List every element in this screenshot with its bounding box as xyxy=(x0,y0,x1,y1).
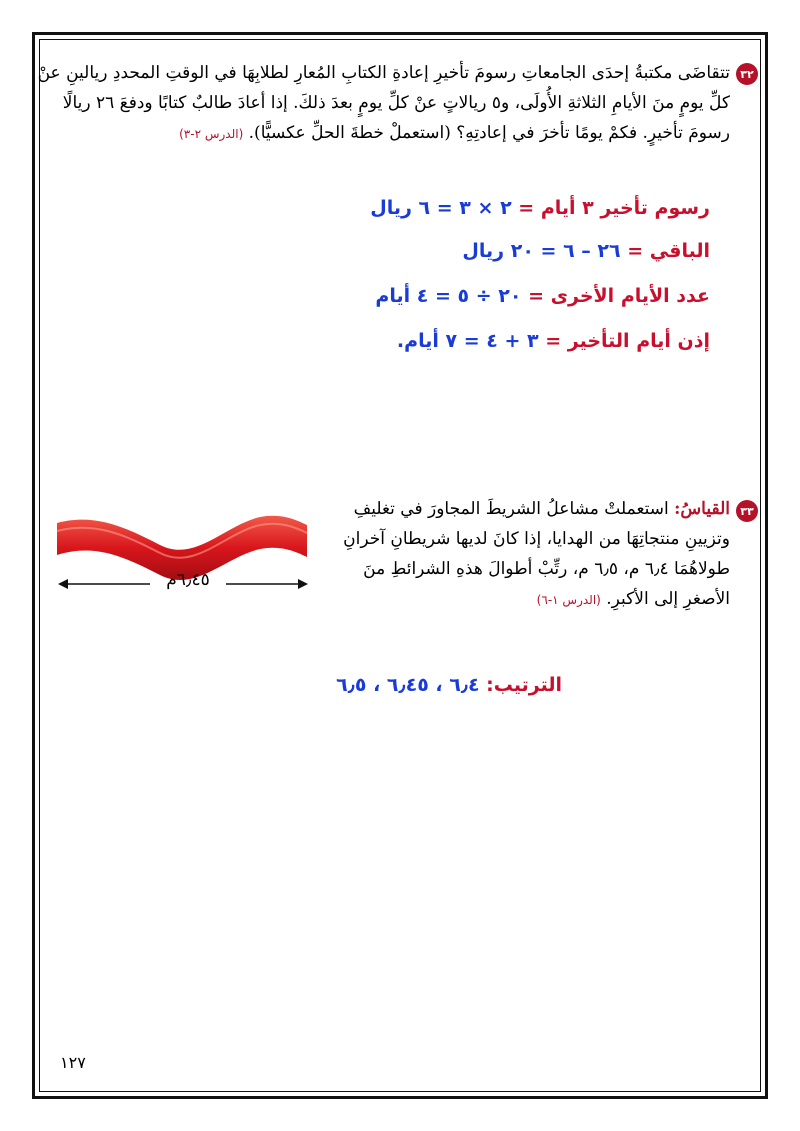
problem-32-line-3 xyxy=(70,118,730,149)
page-number: ١٢٧ xyxy=(60,1053,86,1072)
solution-32-step-2 xyxy=(462,240,710,262)
solution-32-step-4-label: إذن أيام التأخير = xyxy=(545,330,710,352)
problem-33-number-badge: ٣٣ xyxy=(736,500,758,522)
solution-32-step-1-label: رسوم تأخير ٣ أيام = xyxy=(518,197,710,219)
solution-33-value: ٦٫٤ ، ٦٫٤٥ ، ٦٫٥ xyxy=(336,674,480,696)
solution-32-step-2-label: الباقي = xyxy=(627,240,710,262)
problem-33-line-2: وتزيينِ منتجاتِهَا من الهدايا، إذا كانَ لديها شريطانِ آخرانِ xyxy=(343,529,730,549)
solution-33-label: الترتيب: xyxy=(486,674,562,696)
solution-32-step-4 xyxy=(397,330,710,352)
solution-32-step-1 xyxy=(370,197,710,219)
solution-32-step-3-value: ٢٠ ÷ ٥ = ٤ أيام xyxy=(375,285,522,307)
problem-32-lesson-ref: (الدرس ٢-٣) xyxy=(179,127,244,141)
problem-33-topic: القياسُ: xyxy=(674,499,730,519)
problem-32-line-2: كلِّ يومٍ منَ الأيامِ الثلاثةِ الأُولَى، و٥ ريالاتٍ عنْ كلِّ يومٍ بعدَ ذلكَ. إذا أعادَ طالبٌ كتابًا ودفعَ ٢٦ ريالًا xyxy=(62,93,730,113)
solution-32-step-1-value: ٢ × ٣ = ٦ ريال xyxy=(370,197,512,219)
solution-32-step-2-value: ٢٦ – ٦ = ٢٠ ريال xyxy=(462,240,621,262)
ribbon-length-label: ٦٫٤٥م xyxy=(166,570,210,590)
solution-32-step-3 xyxy=(375,285,710,307)
problem-32-line-3-text: رسومَ تأخيرٍ. فكمْ يومًا تأخرَ في إعادتِهِ؟ (استعملْ خطةَ الحلِّ عكسيًّا). xyxy=(248,123,730,143)
problem-33-line-1 xyxy=(330,494,730,524)
problem-32-number-badge: ٣٢ xyxy=(736,63,758,85)
solution-32-step-4-value: ٣ + ٤ = ٧ أيام. xyxy=(396,330,539,352)
problem-33-line-3: طولاهُمَا ٦٫٤ م، ٦٫٥ م، رتِّبْ أطوالَ هذهِ الشرائطِ منَ xyxy=(363,559,730,579)
problem-32-line-1: تتقاضَى مكتبةُ إحدَى الجامعاتِ رسومَ تأخيرِ إعادةِ الكتابِ المُعارِ لطلابِهَا في الوقتِ المحددِ ريالينِ عنْ xyxy=(37,63,730,83)
solution-32-step-3-label: عدد الأيام الأخرى = xyxy=(528,285,710,307)
problem-33-line-4 xyxy=(330,584,730,615)
problem-33-lesson-ref: (الدرس ١-٦) xyxy=(536,593,601,607)
problem-32-text xyxy=(37,58,730,149)
solution-33 xyxy=(336,674,562,696)
problem-33-text xyxy=(330,494,730,615)
problem-33-line-4-text: الأصغرِ إلى الأكبرِ. xyxy=(606,589,730,609)
problem-33-line-1-text: استعملتْ مشاعلُ الشريطَ المجاورَ في تغليفِ xyxy=(353,499,669,519)
